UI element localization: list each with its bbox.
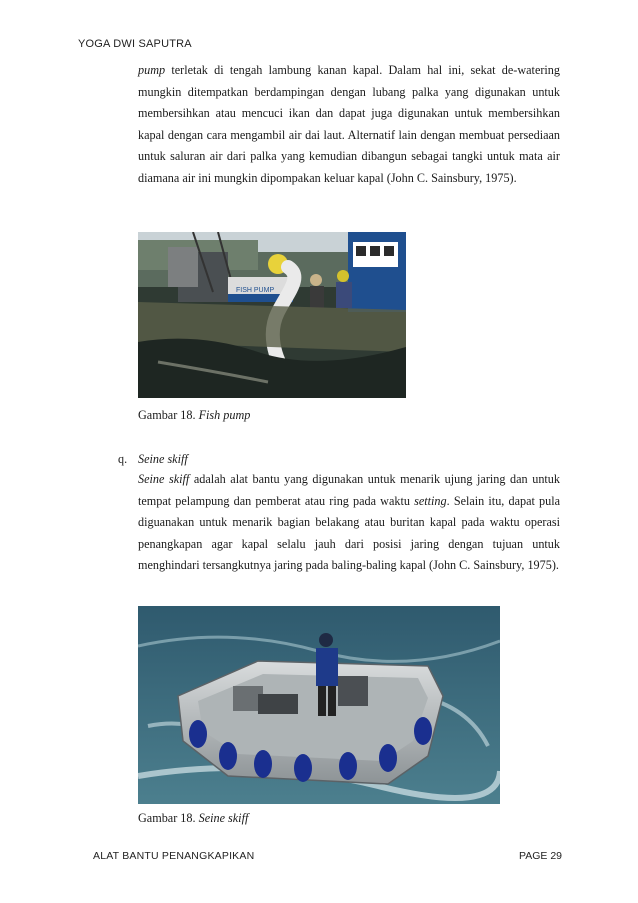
section-q-label: q. <box>118 452 128 466</box>
figure1-caption <box>138 408 250 423</box>
figure1-caption-prefix: Gambar 18. <box>138 408 199 422</box>
figure2-caption-prefix: Gambar 18. <box>138 811 199 825</box>
figure2-caption <box>138 811 248 826</box>
term-seine-skiff: Seine skiff <box>138 472 190 486</box>
paragraph-seine-skiff-text-a: adalah alat bantu yang digunakan untuk menarik ujung jaring dan untuk tempat pelampung dan pemberat atau ring pada waktu <box>138 472 560 508</box>
seine-skiff-photo <box>138 606 500 804</box>
boat-label: FISH PUMP <box>236 287 275 294</box>
seine-skiff-illustration <box>138 606 500 804</box>
figure2-caption-title: Seine skiff <box>198 811 249 825</box>
paragraph-fish-pump <box>138 60 560 189</box>
footer-book-title: ALAT BANTU PENANGKAPIKAN <box>93 850 255 862</box>
term-setting: setting <box>414 493 447 508</box>
section-q-title: Seine skiff <box>138 452 188 466</box>
paragraph-seine-skiff <box>138 469 560 577</box>
header-author: YOGA DWI SAPUTRA <box>78 38 192 50</box>
figure1-caption-title: Fish pump <box>198 408 251 422</box>
paragraph-fish-pump-text: terletak di tengah lambung kanan kapal. Dalam hal ini, sekat de-watering mungkin ditempatkan berdampingan dengan lubang palka yang digunakan untuk membersihkan atau mencuci ikan dan dapat juga digunakan untuk membersihkan kapal dengan cara mengambil air dai laut. Alternatif lain dengan membuat persediaan untuk saluran air dari palka yang kemudian dibangun sebagai tangki untuk mata air diamana air ini mungkin dipompakan keluar kapal (John C. Sainsbury, 1975). <box>138 63 560 185</box>
term-pump: pump <box>138 63 166 77</box>
paragraph-seine-skiff-text-b: . Selain itu, dapat pula diguanakan untuk menarik bagian belakang atau buritan kapal pada waktu operasi penangkapan agar kapal selalu jauh dari posisi jaring dengan tujuan untuk menghindari tersangkutnya jaring pada baling-baling kapal (John C. Sainsbury, 1975). <box>138 493 560 572</box>
fish-pump-illustration <box>138 232 406 398</box>
fish-pump-photo <box>138 232 406 398</box>
footer-page-number: PAGE 29 <box>519 850 562 862</box>
